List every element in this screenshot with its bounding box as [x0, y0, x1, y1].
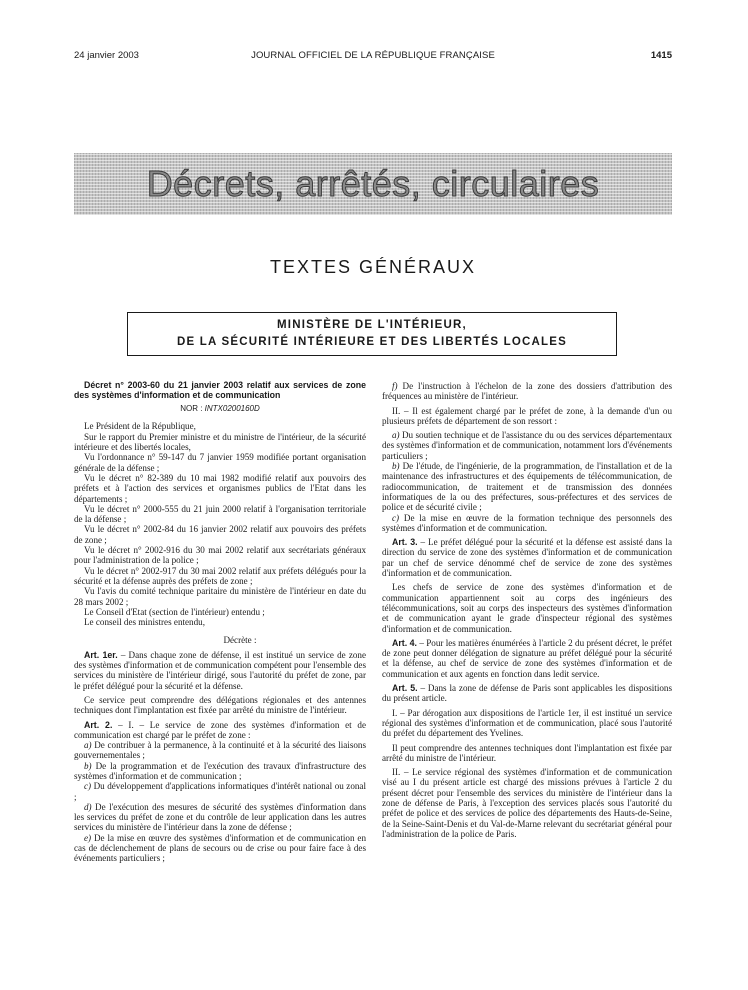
article-5: [382, 683, 672, 704]
item-text: Du soutien technique et de l'assistance du ou des services départementaux des systèmes d'information et de communication, notamment lors d'événements particuliers ;: [382, 430, 672, 461]
article-2-text: – I. – Le service de zone des systèmes d'information et de communication est chargé par le préfet de zone :: [74, 719, 366, 740]
article-1-paragraph: Ce service peut comprendre des délégations régionales et des antennes techniques dont l'implantation est fixée par arrêté du ministre de l'intérieur.: [74, 694, 366, 716]
decrete-label: Décrète :: [223, 635, 257, 646]
ministry-line-2: DE LA SÉCURITÉ INTÉRIEURE ET DES LIBERTÉS LOCALES: [177, 336, 567, 348]
item-text: De l'exécution des mesures de sécurité des systèmes d'information dans les services du préfet de zone et du contrôle de leur application dans les autres services du ministère de l'intérieur dans la zone de défense ;: [74, 801, 366, 833]
item-text: De la programmation et de l'exécution des travaux d'infrastructure des systèmes d'information et de communication ;: [74, 760, 366, 781]
article-3-label: Art. 3.: [392, 537, 418, 548]
nor-label: NOR :: [180, 404, 205, 414]
article-1-label: Art. 1er.: [84, 649, 118, 660]
article-1-text: – Dans chaque zone de défense, il est institué un service de zone des systèmes d'information et de communication compétent pour l'ensemble des services du ministère de l'intérieur dirigé, sous l'autorité du préfet de zone, par le préfet délégué pour la sécurité et la défense.: [74, 649, 367, 691]
article-5-label: Art. 5.: [392, 683, 418, 694]
item-text: De la mise en œuvre de la formation technique des personnels des systèmes d'information et de communication.: [382, 512, 672, 533]
article-2-part-ii: II. – Il est également chargé par le préfet de zone, à la demande d'un ou plusieurs préfets de département de son ressort :: [382, 405, 672, 426]
item-text: Du développement d'applications informatiques d'intérêt national ou zonal ;: [74, 781, 366, 802]
preamble-line: Vu l'ordonnance n° 59-147 du 7 janvier 1959 modifiée portant organisation générale de la défense ;: [74, 452, 366, 473]
article-5-part-i-paragraph: Il peut comprendre des antennes techniques dont l'implantation est fixée par arrêté du ministre de l'intérieur.: [382, 742, 672, 763]
nor-reference: [74, 404, 366, 414]
article-5-part-i: I. – Par dérogation aux dispositions de l'article 1er, il est institué un service régional des systèmes d'information et de communication, placé sous l'autorité du préfet du département des Yvelines.: [382, 707, 672, 739]
ministry-box: [127, 312, 617, 356]
header-date: 24 janvier 2003: [74, 50, 139, 61]
preamble-line: Le Président de la République,: [84, 421, 196, 432]
banner-title: Décrets, arrêtés, circulaires: [146, 163, 600, 204]
item-text: De l'étude, de l'ingénierie, de la programmation, de l'installation et de la maintenance des infrastructures et des équipements de télécommunication, de radiocommunication, de traitement et de transmission des données informatiques de la ou des préfectures, sous-préfectures et des services de police et de sécurité civile ;: [382, 461, 672, 513]
preamble-line: Vu le décret n° 2000-555 du 21 juin 2000 relatif à l'organisation territoriale de la défense ;: [74, 503, 366, 525]
preamble-line: Vu l'avis du comité technique paritaire du ministère de l'intérieur en date du 28 mars 2002 ;: [74, 586, 366, 607]
section-banner: [74, 153, 672, 215]
item-letter: e): [84, 832, 92, 843]
section-title: TEXTES GÉNÉRAUX: [269, 257, 477, 277]
preamble-line: Vu le décret n° 2002-917 du 30 mai 2002 relatif aux préfets délégués pour la sécurité et la défense auprès des préfets de zone ;: [74, 565, 366, 586]
right-column: [382, 381, 672, 839]
article-4: [382, 638, 672, 679]
article-4-label: Art. 4.: [392, 637, 417, 648]
article-2-item: [74, 833, 366, 864]
item-letter: a): [84, 740, 92, 751]
item-letter: b): [84, 760, 92, 771]
article-2-item: [382, 381, 672, 402]
article-1: [74, 650, 366, 691]
item-letter: c): [392, 512, 400, 523]
preamble-line: Le conseil des ministres entendu,: [84, 617, 205, 628]
preamble-line: Vu le décret n° 2002-916 du 30 mai 2002 relatif aux secrétariats généraux pour l'administration de la police ;: [74, 545, 366, 566]
item-letter: a): [392, 430, 400, 441]
article-2-item: [74, 740, 366, 761]
article-2-item: [74, 761, 366, 782]
preamble-line: Vu le décret n° 2002-84 du 16 janvier 2002 relatif aux pouvoirs des préfets de zone ;: [74, 524, 366, 545]
nor-value: INTX0200160D: [204, 404, 260, 414]
item-text: De la mise en œuvre des systèmes d'information et de communication en cas de déclenchement de plans de secours ou de crise ou pour faire face à des événements particuliers ;: [74, 832, 366, 864]
item-letter: b): [392, 461, 400, 472]
decree-title: Décret n° 2003-60 du 21 janvier 2003 relatif aux services de zone des systèmes d'information et de communication: [74, 380, 366, 400]
page-header: [74, 50, 672, 66]
item-text: De contribuer à la permanence, à la continuité et à la sécurité des liaisons gouvernementales ;: [74, 740, 366, 761]
article-4-text: – Pour les matières énumérées à l'article 2 du présent décret, le préfet de zone peut donner délégation de signature au préfet délégué pour la sécurité et la défense, au chef de service de zone des systèmes d'information et de communication et aux agents en fonction dans ledit service.: [382, 637, 672, 679]
article-3: [382, 537, 672, 578]
article-2-item: [74, 781, 366, 802]
preamble-line: Sur le rapport du Premier ministre et du ministre de l'intérieur, de la sécurité intérieure et des libertés locales,: [74, 431, 366, 453]
item-letter: f): [392, 381, 398, 391]
article-3-text: – Le préfet délégué pour la sécurité et la défense est assisté dans la direction du service de zone des systèmes d'information et de communication par un chef de service dénommé chef de service de zone des systèmes d'information et de communication.: [382, 537, 672, 579]
item-text: De l'instruction à l'échelon de la zone des dossiers d'attribution des fréquences au ministère de l'intérieur.: [382, 381, 672, 402]
item-letter: c): [84, 781, 92, 792]
article-2-ii-item: [382, 461, 672, 512]
item-letter: d): [84, 801, 92, 812]
preamble-line: Le Conseil d'Etat (section de l'intérieur) entendu ;: [84, 606, 265, 617]
article-2-item: [74, 802, 366, 833]
left-column: [74, 381, 366, 864]
preamble-line: Vu le décret n° 82-389 du 10 mai 1982 modifié relatif aux pouvoirs des préfets et à l'action des services et organismes publics de l'Etat dans les départements ;: [74, 472, 366, 504]
ministry-line-1: MINISTÈRE DE L'INTÉRIEUR,: [277, 319, 467, 331]
article-2-label: Art. 2.: [84, 719, 113, 730]
article-2-ii-item: [382, 513, 672, 534]
article-5-part-ii: II. – Le service régional des systèmes d'information et de communication visé au I du présent article est chargé des missions prévues à l'article 2 du présent décret pour l'ensemble des services du ministère de l'intérieur dans la zone de défense de Paris, à l'exception des services placés sous l'autorité du préfet de police et des services de police des départements des Hauts-de-Seine, de la Seine-Saint-Denis et du Val-de-Marne relevant du secrétariat général pour l'administration de la police de Paris.: [382, 767, 672, 839]
article-2: [74, 720, 366, 741]
article-2-ii-item: [382, 430, 672, 461]
header-page-number: 1415: [650, 50, 672, 61]
article-5-text: – Dans la zone de défense de Paris sont applicables les dispositions du présent article.: [382, 683, 672, 704]
article-3-paragraph: Les chefs de service de zone des systèmes d'information et de communication appartiennent soit au corps des ingénieurs des télécommunications, soit au corps des inspecteurs des systèmes d'information et de communication ayant le grade d'inspecteur régional des systèmes d'information et de communication.: [382, 582, 672, 634]
header-journal-title: JOURNAL OFFICIEL DE LA RÉPUBLIQUE FRANÇAISE: [251, 50, 495, 61]
